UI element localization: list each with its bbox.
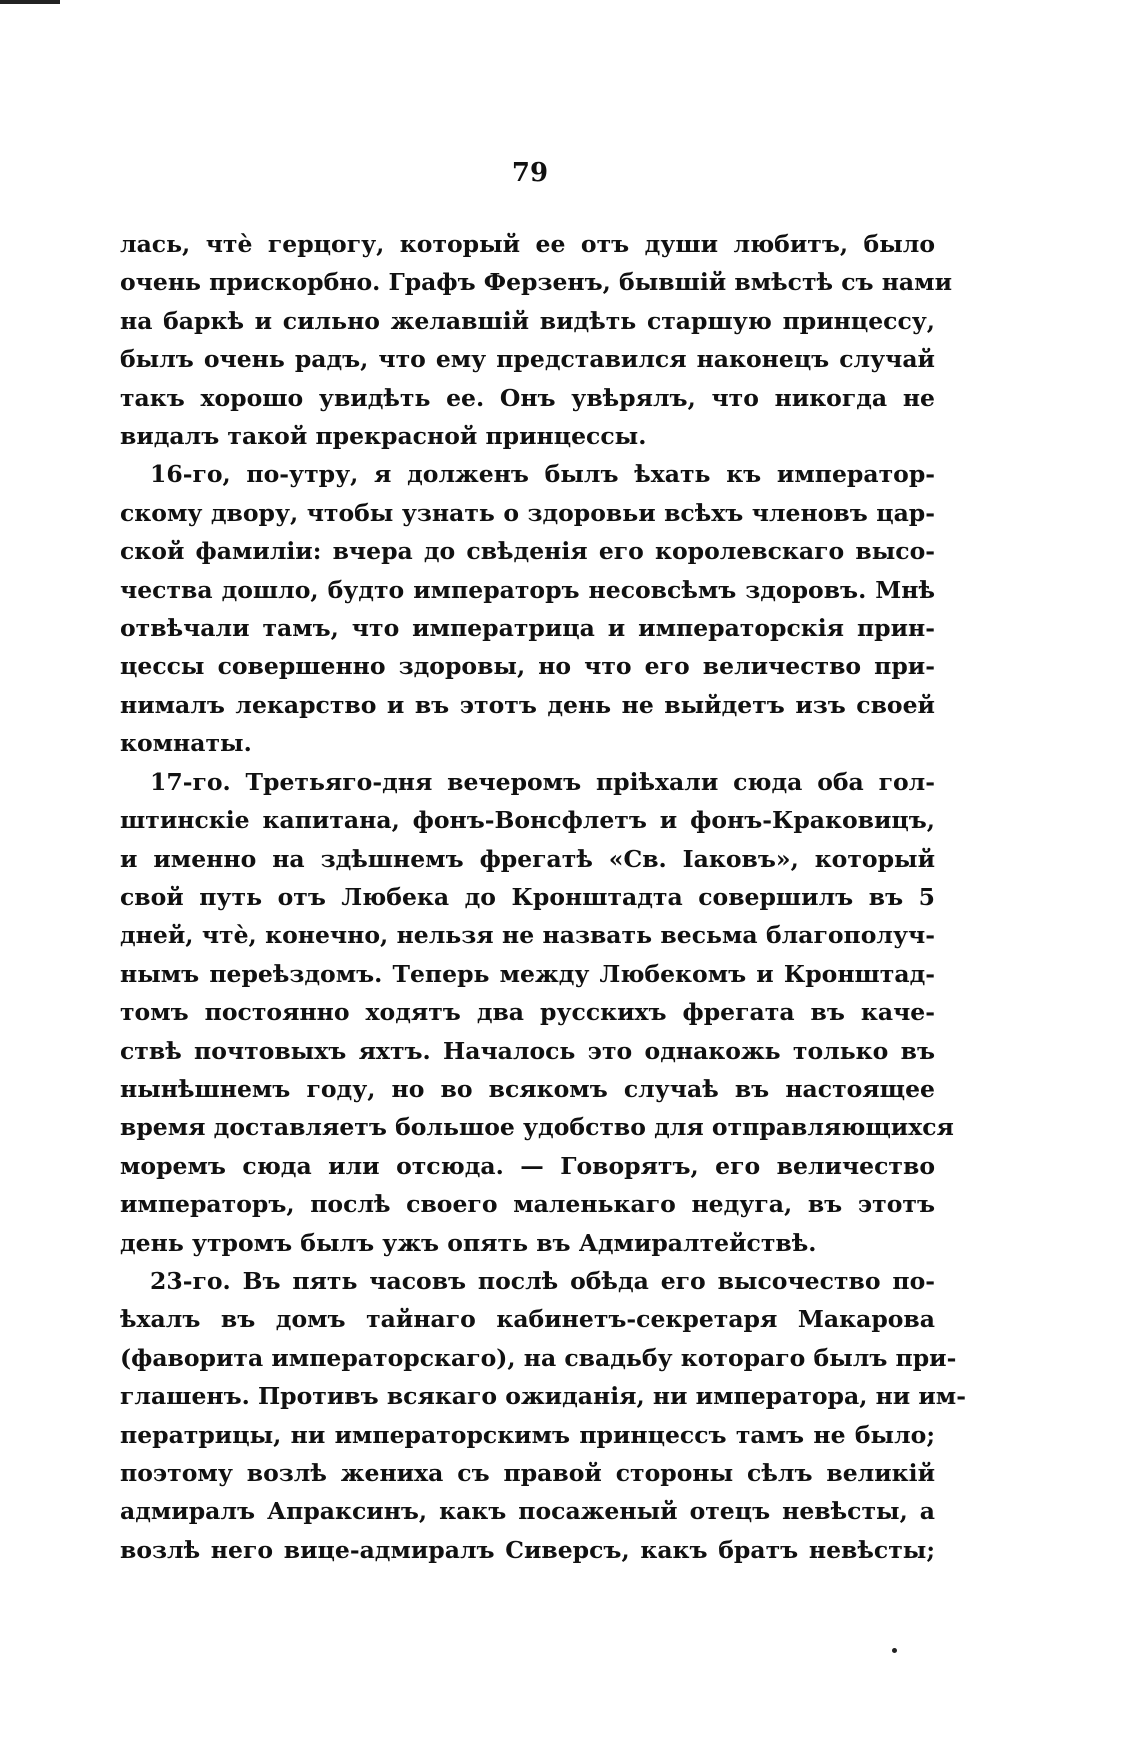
text-line: и именно на здѣшнемъ фрегатѣ «Св. Іаковъ», который: [120, 844, 935, 873]
text-line: нымъ переѣздомъ. Теперь между Любекомъ и Кронштад-: [120, 959, 935, 988]
ink-speck: [892, 1648, 897, 1653]
text-line: очень прискорбно. Графъ Ферзенъ, бывшій вмѣстѣ съ нами: [120, 268, 953, 297]
text-line: 17-го. Третьяго-дня вечеромъ пріѣхали сюда оба гол-: [150, 767, 935, 796]
text-line: императоръ, послѣ своего маленькаго недуга, въ этотъ: [120, 1190, 935, 1219]
text-line: ской фамиліи: вчера до свѣденія его королевскаго высо-: [120, 537, 935, 566]
text-line: видалъ такой прекрасной принцессы.: [120, 422, 647, 451]
text-line: лась, чтѐ герцогу, который ее отъ души любитъ, было: [120, 230, 935, 258]
text-line: штинскіе капитана, фонъ-Вонсфлетъ и фонъ-Краковицъ,: [120, 806, 935, 835]
text-line: день утромъ былъ ужъ опять въ Адмиралтействѣ.: [120, 1228, 817, 1257]
text-line: дней, чтѐ, конечно, нельзя не назвать весьма благополуч-: [120, 921, 935, 950]
text-line: чества дошло, будто императоръ несовсѣмъ здоровъ. Мнѣ: [120, 575, 935, 604]
text-line: ѣхалъ въ домъ тайнаго кабинетъ-секретаря Макарова: [120, 1305, 935, 1334]
text-line: скому двору, чтобы узнать о здоровьи всѣхъ членовъ цар-: [120, 498, 935, 527]
text-line: былъ очень радъ, что ему представился наконецъ случай: [120, 345, 935, 374]
scan-edge-mark: [0, 0, 60, 4]
text-line: нынѣшнемъ году, но во всякомъ случаѣ въ настоящее: [120, 1074, 935, 1103]
text-line: цессы совершенно здоровы, но что его величество при-: [120, 652, 935, 681]
text-line: свой путь отъ Любека до Кронштадта совершилъ въ 5: [120, 882, 935, 911]
text-line: поэтому возлѣ жениха съ правой стороны сѣлъ великій: [120, 1459, 935, 1487]
text-line: глашенъ. Противъ всякаго ожиданія, ни императора, ни им-: [120, 1382, 966, 1411]
text-line: такъ хорошо увидѣть ее. Онъ увѣрялъ, что никогда не: [120, 383, 935, 412]
text-line: время доставляетъ большое удобство для отправляющихся: [120, 1113, 954, 1142]
paragraph: [120, 1262, 966, 1569]
text-line: 23-го. Въ пять часовъ послѣ обѣда его высочество по-: [150, 1266, 935, 1295]
paragraph: [120, 455, 935, 762]
text-line: возлѣ него вице-адмиралъ Сиверсъ, какъ братъ невѣсты;: [120, 1535, 935, 1564]
text-line: ствѣ почтовыхъ яхтъ. Началось это однакожь только въ: [120, 1036, 935, 1065]
text-line: томъ постоянно ходятъ два русскихъ фрегата въ каче-: [120, 998, 935, 1027]
paragraph: [120, 225, 953, 455]
text-line: адмиралъ Апраксинъ, какъ посаженый отецъ невѣсты, а: [120, 1497, 935, 1526]
text-line: ператрицы, ни императорскимъ принцессъ тамъ не было;: [120, 1420, 935, 1449]
body-text: [120, 225, 966, 1569]
paragraph: [120, 763, 954, 1262]
text-line: 16-го, по-утру, я долженъ былъ ѣхать къ император-: [150, 460, 935, 489]
text-line: на баркѣ и сильно желавшій видѣть старшую принцессу,: [120, 306, 935, 335]
text-line: (фаворита императорскаго), на свадьбу котораго былъ при-: [120, 1343, 957, 1372]
text-line: отвѣчали тамъ, что императрица и императорскія прин-: [120, 614, 935, 643]
text-line: нималъ лекарство и въ этотъ день не выйдетъ изъ своей: [120, 690, 935, 719]
page-number: 79: [511, 158, 549, 188]
text-line: комнаты.: [120, 729, 252, 758]
text-line: моремъ сюда или отсюда. — Говорятъ, его величество: [120, 1151, 935, 1180]
